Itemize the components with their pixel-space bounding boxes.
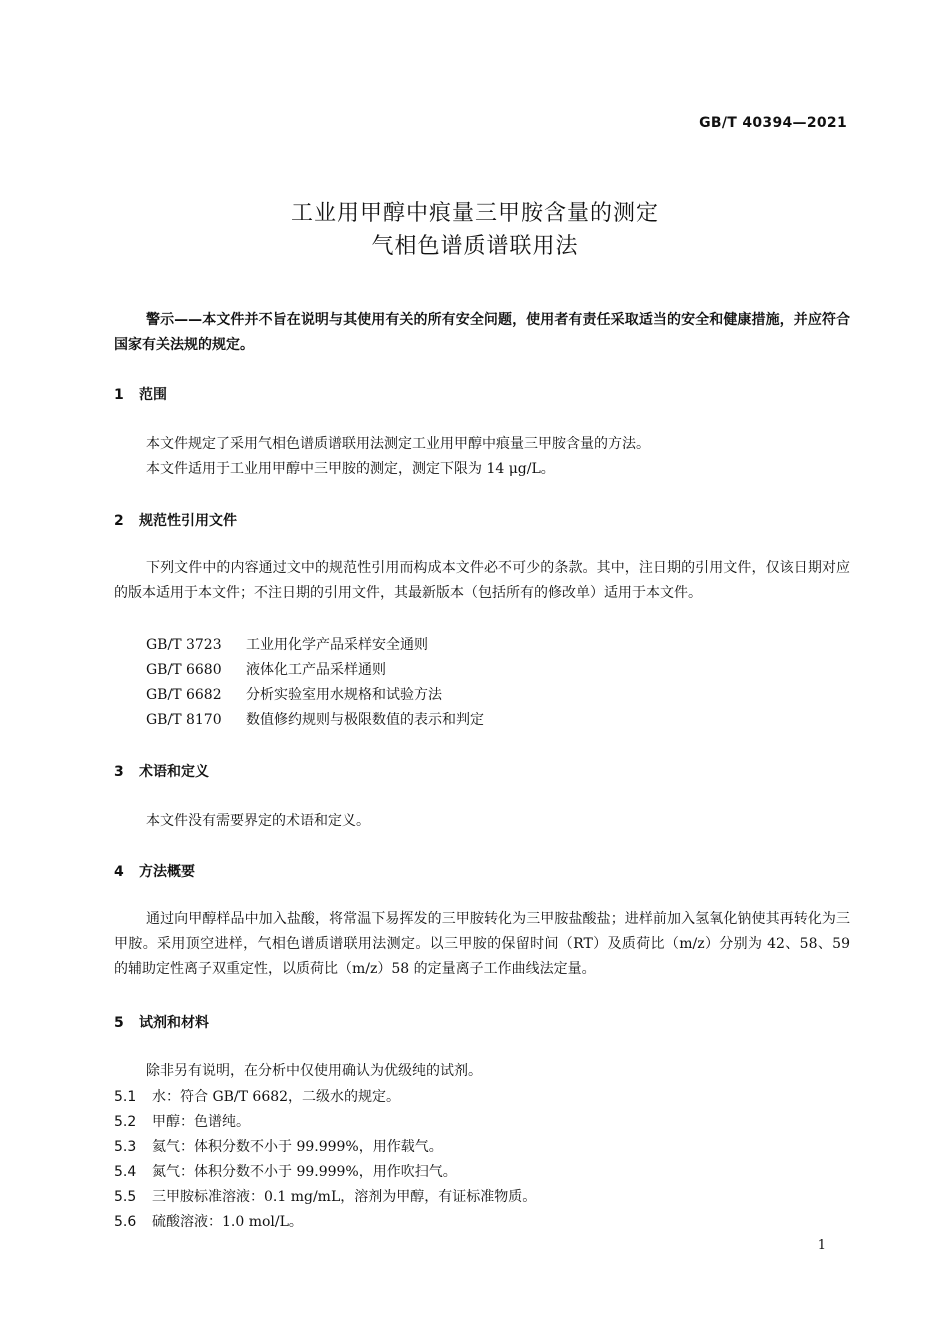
reference-title: 工业用化学产品采样安全通则	[246, 637, 428, 653]
item-text: 硫酸溶液：1.0 mol/L。	[152, 1214, 303, 1230]
section-title: 规范性引用文件	[139, 513, 237, 529]
item-text: 三甲胺标准溶液：0.1 mg/mL，溶剂为甲醇，有证标准物质。	[152, 1189, 537, 1205]
section-title: 方法概要	[139, 864, 195, 880]
section-number: 1	[114, 387, 124, 403]
item-number: 5.3	[114, 1139, 137, 1155]
section-1-paragraph-2: 本文件适用于工业用甲醇中三甲胺的测定，测定下限为 14 μg/L。	[146, 461, 555, 477]
section-3-heading	[114, 761, 209, 781]
item-text: 氦气：体积分数不小于 99.999%，用作载气。	[152, 1139, 443, 1155]
section-title: 试剂和材料	[139, 1015, 209, 1031]
reference-item	[146, 709, 484, 729]
section-1-heading	[114, 384, 167, 404]
page-number: 1	[817, 1238, 826, 1253]
reference-item	[146, 659, 386, 679]
item-number: 5.2	[114, 1114, 137, 1130]
section-number: 3	[114, 764, 124, 780]
item-number: 5.5	[114, 1189, 137, 1205]
item-number: 5.6	[114, 1214, 137, 1230]
reference-item	[146, 634, 428, 654]
section-5-intro: 除非另有说明，在分析中仅使用确认为优级纯的试剂。	[146, 1063, 482, 1079]
reference-code: GB/T 6680	[146, 662, 222, 678]
list-item	[114, 1186, 536, 1206]
section-number: 4	[114, 864, 124, 880]
document-title-line1: 工业用甲醇中痕量三甲胺含量的测定	[290, 201, 659, 226]
section-4-paragraph: 通过向甲醇样品中加入盐酸，将常温下易挥发的三甲胺转化为三甲胺盐酸盐；进样前加入氢氧化钠使其再转化为三甲胺。采用顶空进样，气相色谱质谱联用法测定。以三甲胺的保留时间（RT）及质荷比（m/z）分别为 42、58、59 的辅助定性离子双重定性，以质荷比（m/z）58 的定量离子工作曲线法定量。	[114, 911, 850, 977]
section-3-paragraph: 本文件没有需要界定的术语和定义。	[146, 813, 370, 829]
item-text: 甲醇：色谱纯。	[152, 1114, 250, 1130]
section-title: 范围	[139, 387, 167, 403]
section-2-heading	[114, 510, 237, 530]
item-text: 水：符合 GB/T 6682，二级水的规定。	[152, 1089, 401, 1105]
reference-code: GB/T 8170	[146, 712, 222, 728]
standard-code: GB/T 40394—2021	[699, 115, 847, 131]
reference-code: GB/T 3723	[146, 637, 222, 653]
reference-title: 分析实验室用水规格和试验方法	[246, 687, 442, 703]
section-title: 术语和定义	[139, 764, 209, 780]
reference-title: 液体化工产品采样通则	[246, 662, 386, 678]
section-number: 2	[114, 513, 124, 529]
section-number: 5	[114, 1015, 124, 1031]
section-4-heading	[114, 861, 195, 881]
item-number: 5.4	[114, 1164, 137, 1180]
section-5-heading	[114, 1012, 209, 1032]
reference-code: GB/T 6682	[146, 687, 222, 703]
list-item	[114, 1161, 457, 1181]
item-text: 氮气：体积分数不小于 99.999%，用作吹扫气。	[152, 1164, 457, 1180]
item-number: 5.1	[114, 1089, 137, 1105]
list-item	[114, 1211, 303, 1231]
section-2-paragraph: 下列文件中的内容通过文中的规范性引用而构成本文件必不可少的条款。其中，注日期的引用文件，仅该日期对应的版本适用于本文件；不注日期的引用文件，其最新版本（包括所有的修改单）适用于本文件。	[114, 560, 850, 601]
document-title-line2: 气相色谱质谱联用法	[371, 234, 579, 259]
safety-warning: 警示——本文件并不旨在说明与其使用有关的所有安全问题，使用者有责任采取适当的安全和健康措施，并应符合国家有关法规的规定。	[114, 312, 850, 353]
list-item	[114, 1111, 250, 1131]
list-item	[114, 1086, 400, 1106]
reference-item	[146, 684, 442, 704]
list-item	[114, 1136, 443, 1156]
section-1-paragraph-1: 本文件规定了采用气相色谱质谱联用法测定工业用甲醇中痕量三甲胺含量的方法。	[146, 436, 650, 452]
reference-title: 数值修约规则与极限数值的表示和判定	[246, 712, 484, 728]
